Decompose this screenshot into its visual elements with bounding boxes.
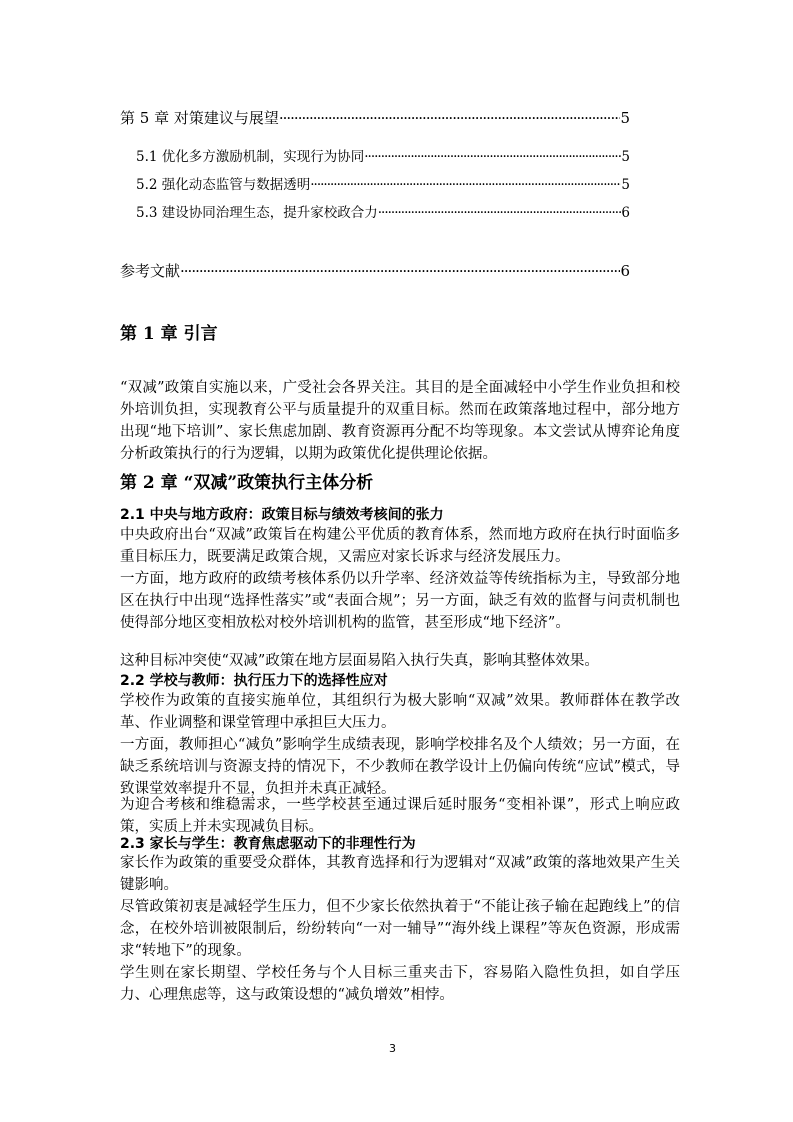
toc-entry-label: 5.1 优化多方激励机制，实现行为协同 <box>136 149 365 165</box>
toc-entry-chapter-5[interactable] <box>120 108 630 128</box>
toc-entry-page: 5 <box>621 177 630 193</box>
toc-entry-page: 5 <box>620 109 630 127</box>
section-2-1-paragraph-2: 一方面，地方政府的政绩考核体系仍以升学率、经济效益等传统指标为主，导致部分地区在执行中出现“选择性落实”或“表面合规”；另一方面，缺乏有效的监督与问责机制也使得部分地区变相放松对校外培训机构的监管，甚至形成“地下经济”。 <box>120 571 680 631</box>
section-2-2-paragraph-1: 学校作为政策的直接实施单位，其组织行为极大影响“双减”效果。教师群体在教学改革、作业调整和课堂管理中承担巨大压力。 <box>120 693 680 731</box>
section-2-3-paragraph-2: 尽管政策初衷是减轻学生压力，但不少家长依然执着于“不能让孩子输在起跑线上”的信念，在校外培训被限制后，纷纷转向“一对一辅导”“海外线上课程”等灰色资源，形成需求“转地下”的现象。 <box>120 899 680 959</box>
toc-entry-label: 第 5 章 对策建议与展望 <box>120 109 279 127</box>
section-2-3-paragraph-3: 学生则在家长期望、学校任务与个人目标三重夹击下，容易陷入隐性负担，如自学压力、心理焦虑等，这与政策设想的“减负增效”相悖。 <box>120 965 680 1003</box>
page-number: 3 <box>389 1042 396 1055</box>
toc-leader-dots <box>364 147 621 167</box>
toc-entry-page: 6 <box>620 262 630 280</box>
toc-leader-dots <box>310 175 621 195</box>
toc-leader-dots <box>378 203 622 223</box>
section-2-2-heading: 2.2 学校与教师：执行压力下的选择性应对 <box>120 673 388 689</box>
section-2-3-heading: 2.3 家长与学生：教育焦虑驱动下的非理性行为 <box>120 836 416 852</box>
chapter-1-heading: 第 1 章 引言 <box>120 324 218 344</box>
toc-leader-dots <box>279 108 621 128</box>
section-2-1-paragraph-3: 这种目标冲突使“双减”政策在地方层面易陷入执行失真，影响其整体效果。 <box>120 653 599 669</box>
toc-leader-dots <box>180 261 620 281</box>
section-2-3-paragraph-1: 家长作为政策的重要受众群体，其教育选择和行为逻辑对“双减”政策的落地效果产生关键影响。 <box>120 855 680 893</box>
chapter-2-heading: 第 2 章 “双减”政策执行主体分析 <box>120 473 374 493</box>
section-2-1-heading: 2.1 中央与地方政府：政策目标与绩效考核间的张力 <box>120 507 444 523</box>
toc-entry-5-2[interactable] <box>136 175 630 195</box>
section-2-1-paragraph-1: 中央政府出台“双减”政策旨在构建公平优质的教育体系，然而地方政府在执行时面临多重目标压力，既要满足政策合规，又需应对家长诉求与经济发展压力。 <box>120 527 680 565</box>
toc-entry-label: 参考文献 <box>120 262 181 280</box>
toc-entry-references[interactable] <box>120 261 630 281</box>
section-2-2-paragraph-3: 为迎合考核和维稳需求，一些学校甚至通过课后延时服务“变相补课”，形式上响应政策，实质上并未实现减负目标。 <box>120 797 680 835</box>
section-2-2-paragraph-2: 一方面，教师担心“减负”影响学生成绩表现，影响学校排名及个人绩效；另一方面，在缺乏系统培训与资源支持的情况下，不少教师在教学设计上仍偏向传统“应试”模式，导致课堂效率提升不显，负担并未真正减轻。 <box>120 737 680 797</box>
toc-entry-5-3[interactable] <box>136 203 630 223</box>
toc-entry-label: 5.2 强化动态监管与数据透明 <box>136 177 311 193</box>
toc-entry-5-1[interactable] <box>136 147 630 167</box>
toc-entry-page: 6 <box>621 205 630 221</box>
toc-entry-page: 5 <box>621 149 630 165</box>
toc-entry-label: 5.3 建设协同治理生态，提升家校政合力 <box>136 205 378 221</box>
chapter-1-paragraph: “双减”政策自实施以来，广受社会各界关注。其目的是全面减轻中小学生作业负担和校外培训负担，实现教育公平与质量提升的双重目标。然而在政策落地过程中，部分地方出现“地下培训”、家长焦虑加剧、教育资源再分配不均等现象。本文尝试从博弈论角度分析政策执行的行为逻辑，以期为政策优化提供理论依据。 <box>120 380 680 462</box>
